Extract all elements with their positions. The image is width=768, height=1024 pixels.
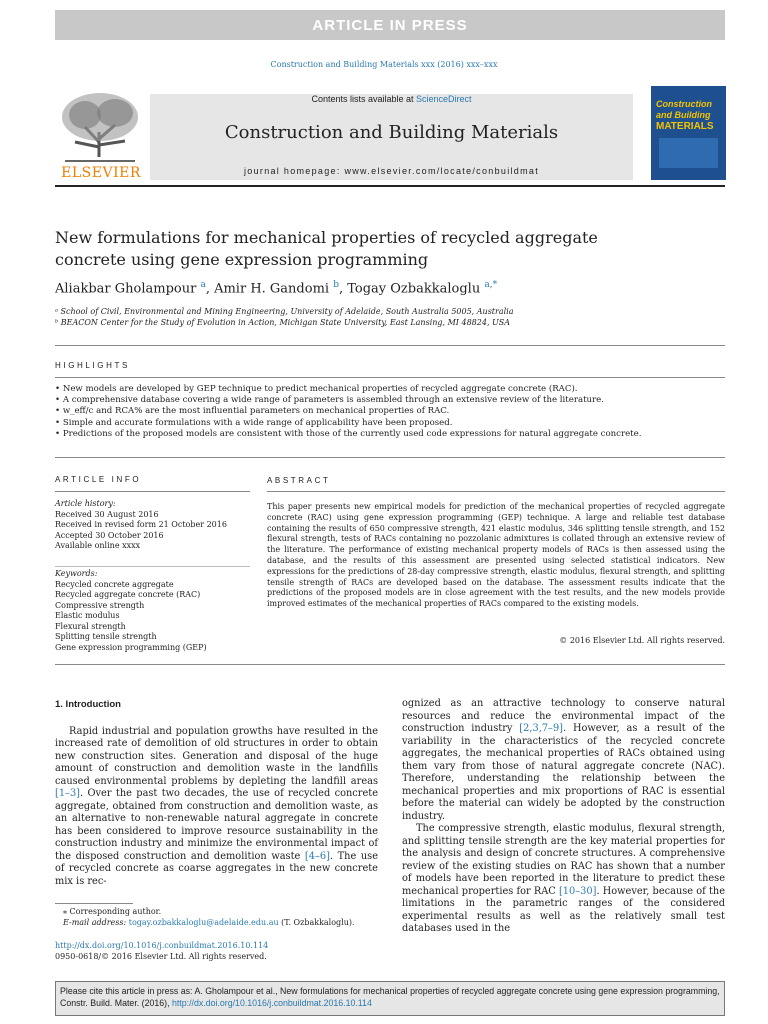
keyword: Flexural strength — [55, 621, 126, 631]
keywords-label: Keywords: — [55, 569, 98, 578]
article-title — [55, 227, 675, 271]
affiliation-marker[interactable]: a — [200, 280, 206, 290]
affiliation: ᵇ BEACON Center for the Study of Evolution in Action, Michigan State University, East Lansing, MI 48824, USA — [55, 318, 511, 327]
highlight-item: • Simple and accurate formulations with a wide range of applicability have been proposed. — [55, 418, 725, 429]
keywords — [55, 569, 250, 653]
contents-line — [150, 94, 633, 104]
email-label: E-mail address: — [63, 918, 129, 927]
citation-text: Please cite this article in press as: A. Gholampour et al., New formulations for mechanical properties of recycled aggregate concrete using gene expression programming, Constr. Build. Mater. (2016), — [60, 986, 720, 1008]
history-item: Received 30 August 2016 — [55, 509, 159, 519]
footnote — [55, 902, 378, 928]
cover-title-line: Construction — [656, 99, 712, 109]
elsevier-logo — [55, 87, 147, 182]
author-name: Amir H. Gandomi — [214, 281, 330, 297]
doi-link[interactable]: http://dx.doi.org/10.1016/j.conbuildmat.2016.10.114 — [55, 941, 269, 950]
citation-notice — [55, 981, 725, 1016]
journal-homepage[interactable]: journal homepage: www.elsevier.com/locate/conbuildmat — [243, 166, 540, 176]
article-info-heading: ARTICLE INFO — [55, 475, 142, 484]
text-run: Rapid industrial and population growths have resulted in the increased rate of demolition of old structures in order to obtain new construction sites. Generation and disposal of the huge amount of construction and demolition waste in the landfills caused environmental problems by depleting the landfill areas — [55, 725, 378, 787]
affiliation-marker[interactable]: b — [333, 280, 339, 290]
journal-masthead — [150, 94, 633, 180]
citation-link[interactable]: [2,3,7–9] — [519, 723, 564, 734]
abstract-heading: ABSTRACT — [267, 476, 331, 485]
highlight-item: • A comprehensive database covering a wide range of parameters is assembled through an extensive review of the literature. — [55, 395, 725, 406]
affiliation-marker[interactable]: a,* — [484, 280, 498, 290]
keyword: Elastic modulus — [55, 611, 120, 620]
affiliation: ᵃ School of Civil, Environmental and Mining Engineering, University of Adelaide, South Australia 5005, Australia — [55, 307, 514, 316]
section-heading: 1. Introduction — [55, 699, 121, 710]
cover-title-line: MATERIALS — [656, 121, 714, 132]
divider — [267, 491, 725, 492]
citation-link[interactable]: [4–6] — [304, 850, 330, 862]
citation-link[interactable]: [1–3] — [55, 788, 81, 799]
contents-prefix: Contents lists available at — [311, 94, 417, 104]
history-label: Article history: — [55, 499, 116, 508]
cover-title — [656, 99, 714, 132]
highlight-item: • w_eff/c and RCA% are the most influential parameters on mechanical properties of RAC. — [55, 406, 725, 417]
author-name: Aliakbar Gholampour — [55, 281, 197, 297]
journal-reference-link[interactable]: Construction and Building Materials xxx (2016) xxx–xxx — [270, 60, 498, 69]
cover-graphic — [659, 138, 718, 168]
keyword: Recycled concrete aggregate — [55, 579, 174, 589]
history-item: Accepted 30 October 2016 — [55, 530, 164, 540]
copyright: © 2016 Elsevier Ltd. All rights reserved. — [559, 636, 725, 645]
keyword: Splitting tensile strength — [55, 632, 157, 641]
text-run: ognized as an attractive technology to conserve natural resources and reduce the environmental impact of the construction industry — [402, 698, 725, 734]
paragraph — [402, 698, 725, 823]
keyword: Gene expression programming (GEP) — [55, 642, 207, 652]
highlights-list — [55, 384, 725, 440]
text-run: The compressive strength, elastic modulus, flexural strength, and splitting tensile strength are the key material properties for the analysis and design of concrete structures. A comprehensive review of the existing studies on RAC has shown that a number of models have been reported in the literature to predict these mechanical properties for RAC — [402, 823, 725, 897]
author-name: Togay Ozbakkaloglu — [347, 281, 481, 297]
history-item: Received in revised form 21 October 2016 — [55, 520, 227, 529]
body-column-left — [55, 699, 378, 888]
sciencedirect-link[interactable]: ScienceDirect — [416, 94, 472, 104]
article-history — [55, 499, 250, 552]
history-item: Available online xxxx — [55, 541, 141, 550]
masthead-rule — [55, 185, 725, 187]
divider — [55, 566, 250, 567]
article-in-press-banner: ARTICLE IN PRESS — [55, 10, 725, 40]
doi-block — [55, 940, 268, 962]
keyword: Recycled aggregate concrete (RAC) — [55, 590, 201, 599]
paragraph — [402, 823, 725, 936]
issn-line: 0950-0618/© 2016 Elsevier Ltd. All rights reserved. — [55, 952, 267, 961]
paragraph — [55, 726, 378, 889]
divider — [55, 457, 725, 458]
cover-title-line: and Building — [656, 110, 711, 120]
publisher-logo-text: ELSEVIER — [61, 165, 141, 181]
text-run: . The use of recycled concrete as coarse aggregates in the new concrete mix is rec- — [55, 850, 378, 887]
author-list: Aliakbar Gholampour $^a$, Amir H. Gandomi $^b$, Togay Ozbakkaloglu $^{a,*}$ — [55, 280, 498, 297]
journal-name: Construction and Building Materials — [224, 122, 559, 143]
title-line: New formulations for mechanical properties of recycled aggregate — [55, 228, 598, 247]
highlights-heading: HIGHLIGHTS — [55, 361, 130, 370]
corresponding-note: ⁎ Corresponding author. — [63, 907, 162, 916]
citation-link[interactable]: [10–30] — [558, 885, 597, 897]
text-run: . Over the past two decades, the use of recycled concrete aggregate, obtained from construction and demolition waste, as an alternative to non-renewable natural aggregate in concrete has been considered to improve resource sustainability in the construction industry and minimize the environmental impact of the disposed construction and demolition waste — [55, 788, 378, 862]
highlight-item: • New models are developed by GEP technique to predict mechanical properties of recycled aggregate concrete (RAC). — [55, 384, 725, 395]
journal-cover — [651, 86, 726, 180]
divider — [55, 345, 725, 346]
affiliations — [55, 306, 514, 328]
email-suffix: (T. Ozbakkaloglu). — [278, 918, 355, 927]
title-line: concrete using gene expression programming — [55, 250, 429, 269]
divider — [55, 491, 250, 492]
divider — [55, 377, 725, 378]
abstract-text: This paper presents new empirical models for prediction of the mechanical properties of recycled aggregate concrete (RAC) using gene expression programming (GEP) technique. A large and reliable test database containing the results of 650 compressive strength, 421 elastic modulus, 346 splitting tensile strength, and 152 flexural strength, tests of RACs containing no pozzolanic admixtures is collated through an extensive review of the literature. The performance of existing mechanical property models of RACs is then assessed using the database, and the results of this assessment are presented using selected statistical indicators. New expressions for the predictions of 28-day compressive strength, elastic modulus, flexural strength, and splitting tensile strength of RACs are developed based on the database. The assessment results indicate that the predictions of the proposed models are in close agreement with the test results, and the new models provide improved estimates of the mechanical properties of RACs compared to the existing models. — [267, 502, 725, 609]
text-run: . However, because of the limitations in the parametric ranges of the considered experimental results as well as the relatively small test databases used in the — [402, 885, 725, 934]
keyword: Compressive strength — [55, 600, 145, 610]
citation-doi-link[interactable]: http://dx.doi.org/10.1016/j.conbuildmat.2016.10.114 — [171, 998, 372, 1008]
text-run: . However, as a result of the variability in the characteristics of the recycled concrete aggregates, the mechanical properties of RACs obtained using them vary from those of natural aggregate concrete (NAC). Therefore, understanding the relationship between the mechanical properties and mix proportions of RAC is essential before the material can widely be adopted by the construction industry. — [402, 723, 725, 822]
highlight-item: • Predictions of the proposed models are consistent with those of the currently used code expressions for natural aggregate concrete. — [55, 429, 725, 440]
body-column-right — [402, 698, 725, 936]
divider — [55, 664, 725, 665]
email-link[interactable]: togay.ozbakkaloglu@adelaide.edu.au — [128, 918, 279, 927]
